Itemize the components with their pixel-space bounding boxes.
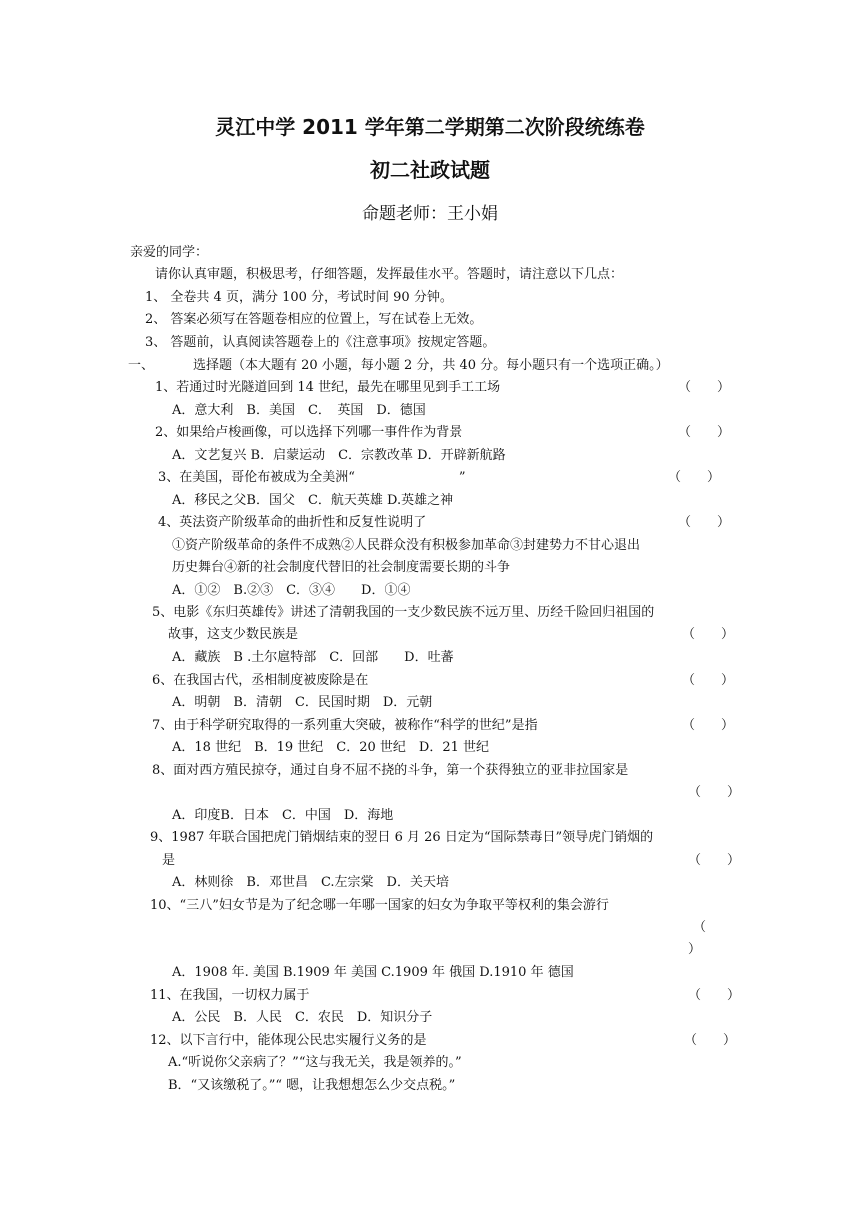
question-2-stem: 2、如果给卢梭画像，可以选择下列哪一事件作为背景: [155, 425, 463, 440]
question-1-stem: 1、若通过时光隧道回到 14 世纪，最先在哪里见到手工工场: [155, 380, 501, 395]
intro-note-2: 2、 答案必须写在答题卷相应的位置上，写在试卷上无效。: [145, 312, 483, 327]
question-8-stem: 8、面对西方殖民掠夺，通过自身不屈不挠的斗争，第一个获得独立的亚非拉国家是: [152, 763, 629, 778]
question-3-options: A．移民之父B．国父 C．航天英雄 D.英雄之神: [172, 493, 454, 508]
question-12-option-b: B．“又该缴税了。”“ 嗯，让我想想怎么少交点税。”: [168, 1078, 456, 1093]
answer-blank-open: （: [693, 920, 707, 935]
answer-blank: （ ）: [688, 785, 741, 800]
answer-blank: （ ）: [688, 988, 741, 1003]
question-5-line-2: 故事，这支少数民族是: [168, 627, 299, 642]
question-10-stem: 10、“三八”妇女节是为了纪念哪一年哪一国家的妇女为争取平等权利的集会游行: [150, 898, 609, 913]
question-4-line-2: 历史舞台④新的社会制度代替旧的社会制度需要长期的斗争: [172, 560, 511, 575]
answer-blank: （ ）: [668, 470, 721, 485]
answer-blank: （ ）: [678, 515, 731, 530]
exam-author: 命题老师：王小娟: [362, 204, 498, 224]
question-4-line-1: ①资产阶级革命的条件不成熟②人民群众没有积极参加革命③封建势力不甘心退出: [172, 538, 641, 553]
question-6-stem: 6、在我国古代，丞相制度被废除是在: [152, 673, 369, 688]
answer-blank: （ ）: [684, 1033, 737, 1048]
answer-blank: （ ）: [682, 673, 735, 688]
question-4-stem: 4、英法资产阶级革命的曲折性和反复性说明了: [158, 515, 427, 530]
question-2-options: A．文艺复兴 B．启蒙运动 C．宗教改革 D．开辟新航路: [172, 448, 506, 463]
question-12-stem: 12、以下言行中，能体现公民忠实履行义务的是: [150, 1033, 427, 1048]
question-12-option-a: A.“听说你父亲病了？”“这与我无关，我是领养的。”: [168, 1055, 462, 1070]
answer-blank: （ ）: [682, 627, 735, 642]
section-heading: 选择题（本大题有 20 小题，每小题 2 分，共 40 分。每小题只有一个选项正确。）: [193, 358, 669, 373]
greeting: 亲爱的同学：: [130, 245, 209, 260]
question-1-options: A．意大利 B．美国 C． 英国 D．德国: [172, 403, 426, 418]
answer-blank-close: ）: [688, 942, 702, 957]
intro-lead: 请你认真审题，积极思考，仔细答题，发挥最佳水平。答题时，请注意以下几点：: [155, 267, 624, 282]
intro-note-3: 3、 答题前，认真阅读答题卷上的《注意事项》按规定答题。: [145, 335, 496, 350]
answer-blank: （ ）: [682, 718, 735, 733]
question-8-options: A．印度B．日本 C．中国 D．海地: [172, 808, 394, 823]
question-5-stem: 5、电影《东归英雄传》讲述了清朝我国的一支少数民族不远万里、历经千险回归祖国的: [152, 605, 655, 620]
question-7-options: A．18 世纪 B．19 世纪 C．20 世纪 D．21 世纪: [172, 740, 490, 755]
question-6-options: A．明朝 B．清朝 C．民国时期 D．元朝: [172, 695, 433, 710]
question-9-line-2: 是: [162, 853, 176, 868]
question-4-options: A．①② B.②③ C．③④ D．①④: [172, 583, 411, 598]
question-11-stem: 11、在我国，一切权力属于: [150, 988, 310, 1003]
answer-blank: （ ）: [678, 425, 731, 440]
intro-note-1: 1、 全卷共 4 页，满分 100 分，考试时间 90 分钟。: [145, 290, 453, 305]
section-number: 一、: [128, 358, 155, 373]
answer-blank: （ ）: [678, 380, 731, 395]
question-11-options: A．公民 B．人民 C．农民 D．知识分子: [172, 1010, 433, 1025]
question-7-stem: 7、由于科学研究取得的一系列重大突破，被称作“科学的世纪”是指: [152, 718, 538, 733]
answer-blank: （ ）: [688, 853, 741, 868]
exam-title: 灵江中学 2011 学年第二学期第二次阶段统练卷: [215, 115, 645, 139]
question-9-stem: 9、1987 年联合国把虎门销烟结束的翌日 6 月 26 日定为“国际禁毒日”领导虎门销烟的: [150, 830, 654, 845]
question-5-options: A．藏族 B .土尔扈特部 C．回部 D．吐蕃: [172, 650, 454, 665]
question-10-options: A．1908 年. 美国 B.1909 年 美国 C.1909 年 俄国 D.1910 年 德国: [172, 965, 574, 980]
question-3-stem: 3、在美国，哥伦布被成为全美洲“ ”: [158, 470, 466, 485]
question-9-options: A．林则徐 B．邓世昌 C.左宗棠 D．关天培: [172, 875, 449, 890]
exam-subtitle: 初二社政试题: [370, 158, 490, 182]
